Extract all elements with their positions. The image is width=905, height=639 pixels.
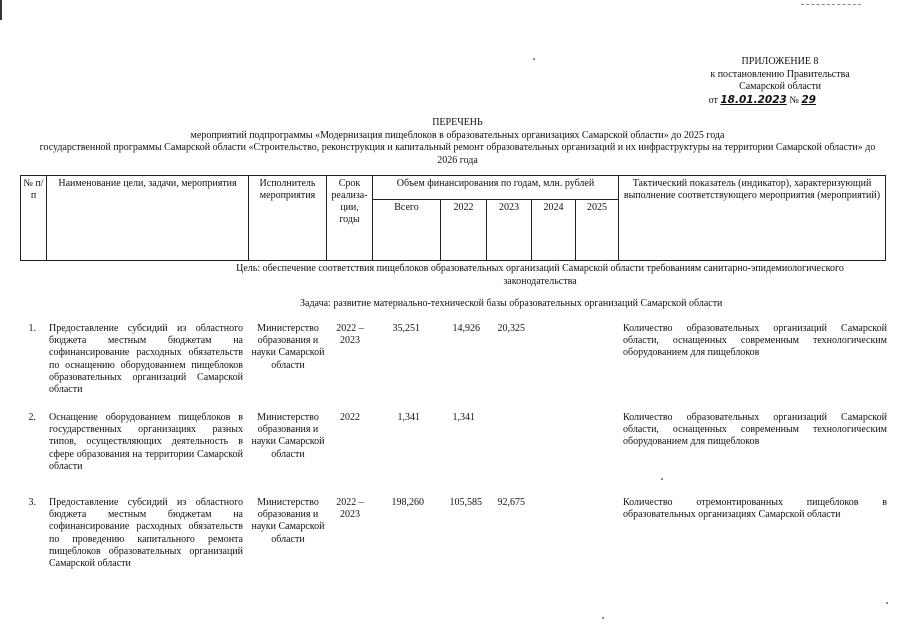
scan-speck — [661, 478, 663, 480]
document-subtitle-2: государственной программы Самарской области «Строительство, реконструкция и капитальный ремонт образовательных организаций и их инфраструктуры на территории Самарской области» до 2026 года — [39, 142, 876, 166]
row-num: 1. — [28, 323, 36, 334]
row-period: 2022 – 2023 — [336, 497, 364, 521]
header-num: № п/п — [21, 176, 47, 261]
header-2022: 2022 — [441, 200, 487, 261]
row-total: 35,251 — [392, 323, 420, 334]
row-name: Предоставление субсидий из областного бюджета местным бюджетам на софинансирование расходных обязательств по проведению капитального ремонта пищеблоков образовательных организаций Самарской области — [49, 497, 243, 570]
number-value: 29 — [801, 93, 816, 106]
row-period: 2022 — [340, 412, 360, 423]
row-name: Оснащение оборудованием пищеблоков в государственных организациях разных типов, осуществляющих деятельность в сфере образования на территории Самарской области — [49, 412, 243, 472]
appendix-line-2: Самарской области — [739, 81, 821, 92]
row-2022: 1,341 — [452, 412, 475, 423]
number-label: № — [789, 94, 799, 106]
row-total: 198,260 — [391, 497, 424, 508]
row-2023: 20,325 — [497, 323, 525, 334]
document-heading: ПЕРЕЧЕНЬ — [432, 117, 483, 128]
row-executor: Министерство образования и науки Самарской области — [251, 497, 325, 545]
row-2022: 14,926 — [452, 323, 480, 334]
table-header — [20, 175, 886, 261]
header-funding: Объем финансирования по годам, млн. рублей — [373, 176, 619, 200]
document-subtitle-1: мероприятий подпрограммы «Модернизация пищеблоков в образовательных организациях Самарской области» до 2025 года — [190, 129, 725, 141]
row-indicator: Количество отремонтированных пищеблоков в образовательных организациях Самарской области — [623, 497, 887, 521]
header-indicator: Тактический показатель (индикатор), характеризующий выполнение соответствующего мероприятия (мероприятий) — [619, 176, 886, 261]
appendix-block — [690, 56, 870, 107]
row-indicator: Количество образовательных организаций Самарской области, оснащенных современным технологическим оборудованием для пищеблоков — [623, 412, 887, 448]
appendix-date-line — [690, 94, 870, 108]
task-text: Задача: развитие материально-технической базы образовательных организаций Самарской области — [300, 298, 723, 309]
row-num: 3. — [28, 497, 36, 508]
goal-text: Цель: обеспечение соответствия пищеблоков образовательных организаций Самарской области требованиям санитарно-эпидемиологического законодательства — [236, 263, 844, 287]
header-name: Наименование цели, задачи, мероприятия — [47, 176, 249, 261]
document-title-block — [20, 117, 895, 167]
row-executor: Министерство образования и науки Самарской области — [251, 323, 325, 371]
row-total: 1,341 — [397, 412, 420, 423]
row-executor: Министерство образования и науки Самарской области — [251, 412, 325, 460]
date-prefix: от — [708, 94, 718, 106]
appendix-line-1: к постановлению Правительства — [710, 68, 850, 80]
header-2023: 2023 — [487, 200, 532, 261]
appendix-title: ПРИЛОЖЕНИЕ 8 — [741, 56, 819, 67]
header-total: Всего — [373, 200, 441, 261]
row-2022: 105,585 — [449, 497, 482, 508]
scan-edge-mark — [0, 0, 2, 20]
scan-speck — [886, 602, 888, 604]
scan-speck — [533, 58, 535, 60]
header-2025: 2025 — [576, 200, 619, 261]
date-value: 18.01.2023 — [720, 93, 787, 106]
row-period: 2022 – 2023 — [336, 323, 364, 347]
row-num: 2. — [28, 412, 36, 423]
scan-corner-mark — [801, 4, 861, 5]
header-executor: Исполнитель мероприятия — [249, 176, 327, 261]
row-indicator: Количество образовательных организаций Самарской области, оснащенных современным технологическим оборудованием для пищеблоков — [623, 323, 887, 359]
row-name: Предоставление субсидий из областного бюджета местным бюджетам на софинансирование расходных обязательств по оснащению оборудованием пищеблоков образовательных организаций Самарской области — [49, 323, 243, 396]
row-2023: 92,675 — [497, 497, 525, 508]
header-2024: 2024 — [532, 200, 576, 261]
scan-speck — [602, 617, 604, 619]
header-period: Срок реализа-ции, годы — [327, 176, 373, 261]
